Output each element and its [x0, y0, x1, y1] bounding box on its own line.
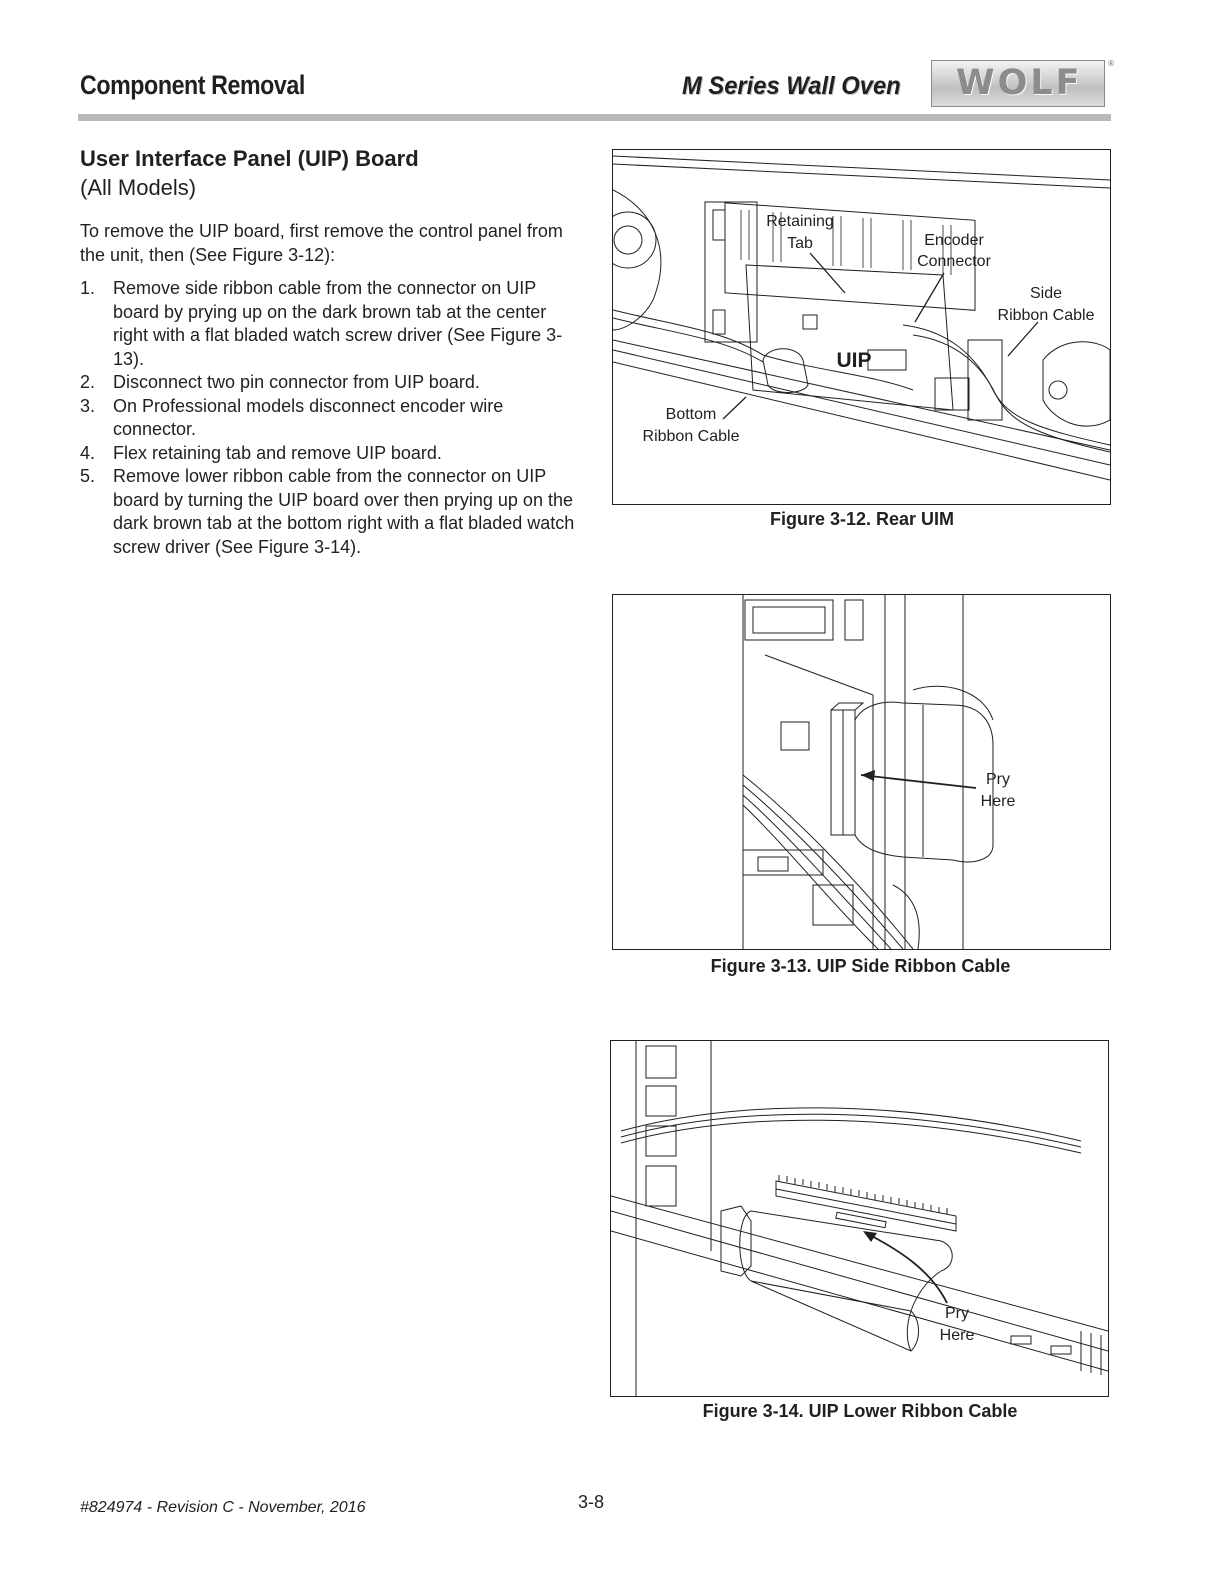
- callout-encoder-connector: [917, 232, 991, 270]
- section-header: Component Removal: [80, 70, 305, 100]
- step-item: [80, 465, 580, 559]
- figure-caption-3-12: Figure 3-12. Rear UIM: [769, 509, 955, 529]
- header-divider: [78, 114, 1111, 121]
- step-item: [80, 277, 580, 371]
- step-number: 1.: [80, 278, 96, 298]
- step-item: [80, 442, 580, 466]
- rear-uim-illustration: [613, 150, 1110, 504]
- product-title: M Series Wall Oven: [682, 72, 901, 100]
- step-number: 5.: [80, 466, 96, 486]
- figure-caption-3-13: Figure 3-13. UIP Side Ribbon Cable: [710, 956, 1011, 976]
- label-encoder: Encoder: [924, 232, 984, 249]
- registered-mark: ®: [1108, 59, 1114, 68]
- callout-pry-here: [981, 771, 1016, 810]
- label-connector: Connector: [917, 253, 991, 270]
- step-item: [80, 395, 580, 442]
- lower-ribbon-illustration: [611, 1041, 1108, 1396]
- label-here: Here: [939, 1327, 975, 1344]
- callout-side-ribbon-cable: [998, 285, 1095, 324]
- logo-text: WOLF: [956, 63, 1083, 103]
- section-title: User Interface Panel (UIP) Board: [80, 146, 419, 171]
- figure-caption-3-14: Figure 3-14. UIP Lower Ribbon Cable: [702, 1401, 1018, 1421]
- page-number: 3-8: [578, 1492, 605, 1512]
- step-text: On Professional models disconnect encoder wire connector.: [113, 395, 504, 439]
- label-pry: Pry: [986, 771, 1010, 788]
- callout-bottom-ribbon-cable: [643, 406, 740, 445]
- callout-retaining-tab: [766, 213, 834, 252]
- label-here: Here: [980, 793, 1016, 810]
- document-revision: #824974 - Revision C - November, 2016: [80, 1499, 366, 1516]
- brand-logo: [931, 59, 1114, 107]
- step-text: Remove side ribbon cable from the connector on UIP board by prying up on the dark brown tab at the center right with a flat bladed watch screw driver (See Figure 3-13).: [113, 278, 563, 369]
- intro-paragraph: To remove the UIP board, first remove the control panel from the unit, then (See Figure 3-12):: [80, 221, 563, 265]
- label-pry: Pry: [945, 1305, 969, 1322]
- figure-lower-ribbon-cable: [610, 1040, 1109, 1397]
- figure-rear-uim: [612, 149, 1111, 505]
- label-side: Side: [1029, 285, 1063, 302]
- label-tab: Tab: [787, 235, 813, 252]
- step-text: Remove lower ribbon cable from the connector on UIP board by turning the UIP board over then prying up on the dark brown tab at the bottom right with a flat bladed watch screw driver (See Figure 3-14).: [113, 466, 575, 557]
- step-text: Disconnect two pin connector from UIP board.: [113, 372, 480, 392]
- callout-pry-here: [940, 1305, 975, 1344]
- section-subtitle: (All Models): [80, 175, 197, 200]
- label-ribbon-cable: Ribbon Cable: [997, 307, 1095, 324]
- figure-side-ribbon-cable: [612, 594, 1111, 950]
- label-retaining: Retaining: [766, 213, 834, 230]
- step-text: Flex retaining tab and remove UIP board.: [113, 442, 442, 463]
- procedure-steps: [80, 277, 580, 559]
- label-uip: UIP: [836, 349, 872, 372]
- step-number: 4.: [80, 442, 96, 463]
- label-bottom-ribbon-cable: Ribbon Cable: [642, 428, 740, 445]
- side-ribbon-illustration: [613, 595, 1110, 949]
- label-bottom: Bottom: [665, 406, 717, 423]
- step-item: [80, 371, 580, 395]
- step-number: 2.: [80, 372, 96, 392]
- step-number: 3.: [80, 395, 96, 416]
